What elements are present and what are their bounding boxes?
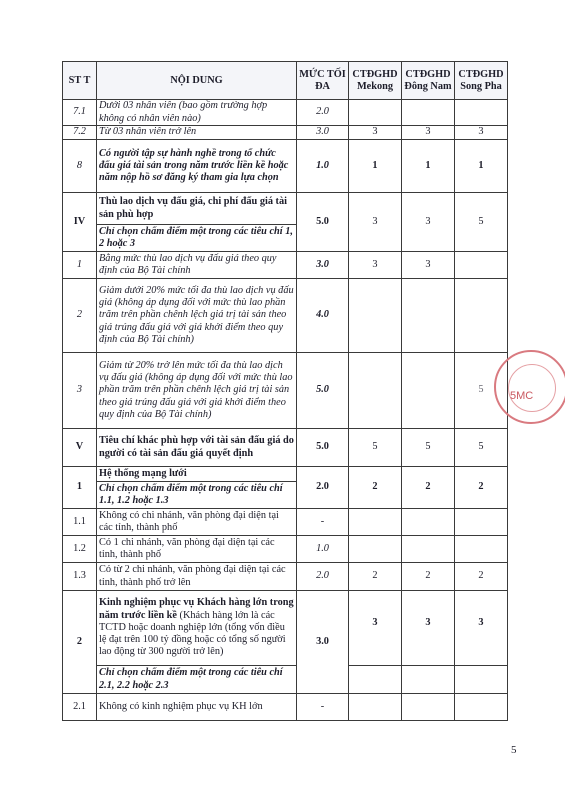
row-stt: IV xyxy=(63,193,97,252)
header-dong-nam: CTĐGHD Đông Nam xyxy=(402,62,455,100)
score-dong-nam: 1 xyxy=(402,140,455,193)
score-mekong xyxy=(349,100,402,126)
score-song-pha: 2 xyxy=(455,563,508,591)
row-max: - xyxy=(297,694,349,721)
row-content: Có 1 chi nhánh, văn phòng đại diện tại các tỉnh, thành phố xyxy=(97,536,297,563)
row-content: Kinh nghiệm phục vụ Khách hàng lớn trong năm trước liền kề xyxy=(99,597,294,621)
score-song-pha: 2 xyxy=(455,467,508,509)
row-max: 3.0 xyxy=(297,126,349,140)
score-song-pha xyxy=(455,509,508,536)
score-mekong: 3 xyxy=(349,252,402,279)
score-dong-nam: 3 xyxy=(402,252,455,279)
score-mekong xyxy=(349,353,402,429)
score-mekong xyxy=(349,279,402,353)
row-stt: 7.1 xyxy=(63,100,97,126)
table-row xyxy=(63,694,508,721)
table-header-row xyxy=(63,62,508,100)
score-song-pha: 5 xyxy=(455,429,508,467)
table-row xyxy=(63,591,508,666)
row-stt: 3 xyxy=(63,353,97,429)
score-dong-nam: 3 xyxy=(402,591,455,666)
row-stt: 7.2 xyxy=(63,126,97,140)
score-dong-nam: 5 xyxy=(402,429,455,467)
score-song-pha xyxy=(455,666,508,694)
row-stt: 2.1 xyxy=(63,694,97,721)
score-song-pha: 3 xyxy=(455,591,508,666)
score-mekong: 5 xyxy=(349,429,402,467)
row-stt: 1 xyxy=(63,467,97,509)
row-content: Tiêu chí khác phù hợp với tài sản đấu giá do người có tài sản đấu giá quyết định xyxy=(97,429,297,467)
row-note: Chỉ chọn chấm điểm một trong các tiêu chí 1, 2 hoặc 3 xyxy=(97,225,297,252)
table-row xyxy=(63,509,508,536)
table-row xyxy=(63,353,508,429)
score-mekong: 3 xyxy=(349,126,402,140)
row-max: - xyxy=(297,509,349,536)
row-max: 2.0 xyxy=(297,100,349,126)
table-row xyxy=(63,140,508,193)
score-mekong xyxy=(349,694,402,721)
score-mekong xyxy=(349,509,402,536)
red-seal-stamp xyxy=(494,350,565,424)
row-max: 1.0 xyxy=(297,140,349,193)
row-max: 4.0 xyxy=(297,279,349,353)
score-song-pha xyxy=(455,100,508,126)
row-note: Chỉ chọn chấm điểm một trong các tiêu chí 2.1, 2.2 hoặc 2.3 xyxy=(97,666,297,694)
score-mekong: 3 xyxy=(349,193,402,252)
score-song-pha: 5 xyxy=(455,193,508,252)
row-max: 1.0 xyxy=(297,536,349,563)
table-row xyxy=(63,536,508,563)
row-max: 5.0 xyxy=(297,193,349,252)
score-dong-nam xyxy=(402,100,455,126)
row-stt: 1.2 xyxy=(63,536,97,563)
row-stt: 1 xyxy=(63,252,97,279)
row-stt: V xyxy=(63,429,97,467)
score-mekong: 2 xyxy=(349,467,402,509)
score-song-pha xyxy=(455,279,508,353)
page-number: 5 xyxy=(511,744,517,756)
table-row xyxy=(63,126,508,140)
row-content: Dưới 03 nhân viên (bao gồm trường hợp không có nhân viên nào) xyxy=(97,100,297,126)
score-mekong: 2 xyxy=(349,563,402,591)
score-song-pha: 3 xyxy=(455,126,508,140)
row-max: 5.0 xyxy=(297,353,349,429)
score-mekong xyxy=(349,666,402,694)
table-row xyxy=(63,666,508,694)
score-dong-nam: 3 xyxy=(402,126,455,140)
row-max: 2.0 xyxy=(297,467,349,509)
score-dong-nam: 2 xyxy=(402,467,455,509)
header-max-score: MỨC TỐI ĐA xyxy=(297,62,349,100)
score-mekong: 1 xyxy=(349,140,402,193)
score-dong-nam xyxy=(402,666,455,694)
score-song-pha xyxy=(455,536,508,563)
score-song-pha xyxy=(455,252,508,279)
score-dong-nam xyxy=(402,353,455,429)
score-dong-nam: 3 xyxy=(402,193,455,252)
table-row xyxy=(63,279,508,353)
score-song-pha xyxy=(455,694,508,721)
row-content: Không có chi nhánh, văn phòng đại diện tại các tỉnh, thành phố xyxy=(97,509,297,536)
header-stt: ST T xyxy=(63,62,97,100)
row-stt: 2 xyxy=(63,591,97,694)
row-max: 3.0 xyxy=(297,591,349,694)
stamp-mark: 5MC xyxy=(510,390,534,402)
header-mekong: CTĐGHD Mekong xyxy=(349,62,402,100)
score-dong-nam: 2 xyxy=(402,563,455,591)
score-song-pha: 5 xyxy=(455,353,508,429)
row-stt: 8 xyxy=(63,140,97,193)
table-row xyxy=(63,100,508,126)
row-content: Không có kinh nghiệm phục vụ KH lớn xyxy=(97,694,297,721)
score-mekong: 3 xyxy=(349,591,402,666)
table-row xyxy=(63,252,508,279)
row-stt: 1.3 xyxy=(63,563,97,591)
score-dong-nam xyxy=(402,509,455,536)
table-row xyxy=(63,193,508,225)
row-content: Có từ 2 chi nhánh, văn phòng đại diện tại các tỉnh, thành phố trở lên xyxy=(97,563,297,591)
header-song-pha: CTĐGHD Song Pha xyxy=(455,62,508,100)
row-stt: 1.1 xyxy=(63,509,97,536)
row-max: 2.0 xyxy=(297,563,349,591)
row-content: Từ 03 nhân viên trở lên xyxy=(97,126,297,140)
row-content-rest: (Khách hàng lớn là các TCTD hoặc doanh nghiệp lớn (tổng vốn điều lệ đạt trên 100 tỷ đồng hoặc có tổng số người lao động từ 300 người trở lên) xyxy=(99,609,286,658)
row-content-cell xyxy=(97,591,297,666)
score-mekong xyxy=(349,536,402,563)
row-content: Giảm dưới 20% mức tối đa thù lao dịch vụ đấu giá (không áp dụng đối với mức thù lao phần trăm trên phần chênh lệch giá trị tài sản theo giá trúng đấu giá với giá khởi điểm theo quy định của Bộ Tài chính) xyxy=(97,279,297,353)
stamp-inner-ring xyxy=(508,364,556,412)
table-row xyxy=(63,467,508,482)
score-dong-nam xyxy=(402,279,455,353)
row-content: Có người tập sự hành nghề trong tổ chức đấu giá tài sản trong năm trước liền kề hoặc năm nộp hồ sơ đăng ký tham gia lựa chọn xyxy=(97,140,297,193)
row-content: Hệ thống mạng lưới xyxy=(97,467,297,482)
row-max: 3.0 xyxy=(297,252,349,279)
row-content: Giảm từ 20% trở lên mức tối đa thù lao dịch vụ đấu giá (không áp dụng đối với mức thù lao phần trăm trên phần chênh lệch giá trị tài sản theo giá trúng đấu giá với giá khởi điểm theo quy định của Bộ Tài chính) xyxy=(97,353,297,429)
score-song-pha: 1 xyxy=(455,140,508,193)
row-content: Thù lao dịch vụ đấu giá, chi phí đấu giá tài sản phù hợp xyxy=(97,193,297,225)
score-dong-nam xyxy=(402,694,455,721)
header-content: NỘI DUNG xyxy=(97,62,297,100)
row-max: 5.0 xyxy=(297,429,349,467)
row-stt: 2 xyxy=(63,279,97,353)
score-dong-nam xyxy=(402,536,455,563)
row-content: Bằng mức thù lao dịch vụ đấu giá theo quy định của Bộ Tài chính xyxy=(97,252,297,279)
row-note: Chỉ chọn chấm điểm một trong các tiêu chí 1.1, 1.2 hoặc 1.3 xyxy=(97,482,297,509)
table-row xyxy=(63,563,508,591)
table-row xyxy=(63,429,508,467)
scoring-table xyxy=(62,61,508,721)
